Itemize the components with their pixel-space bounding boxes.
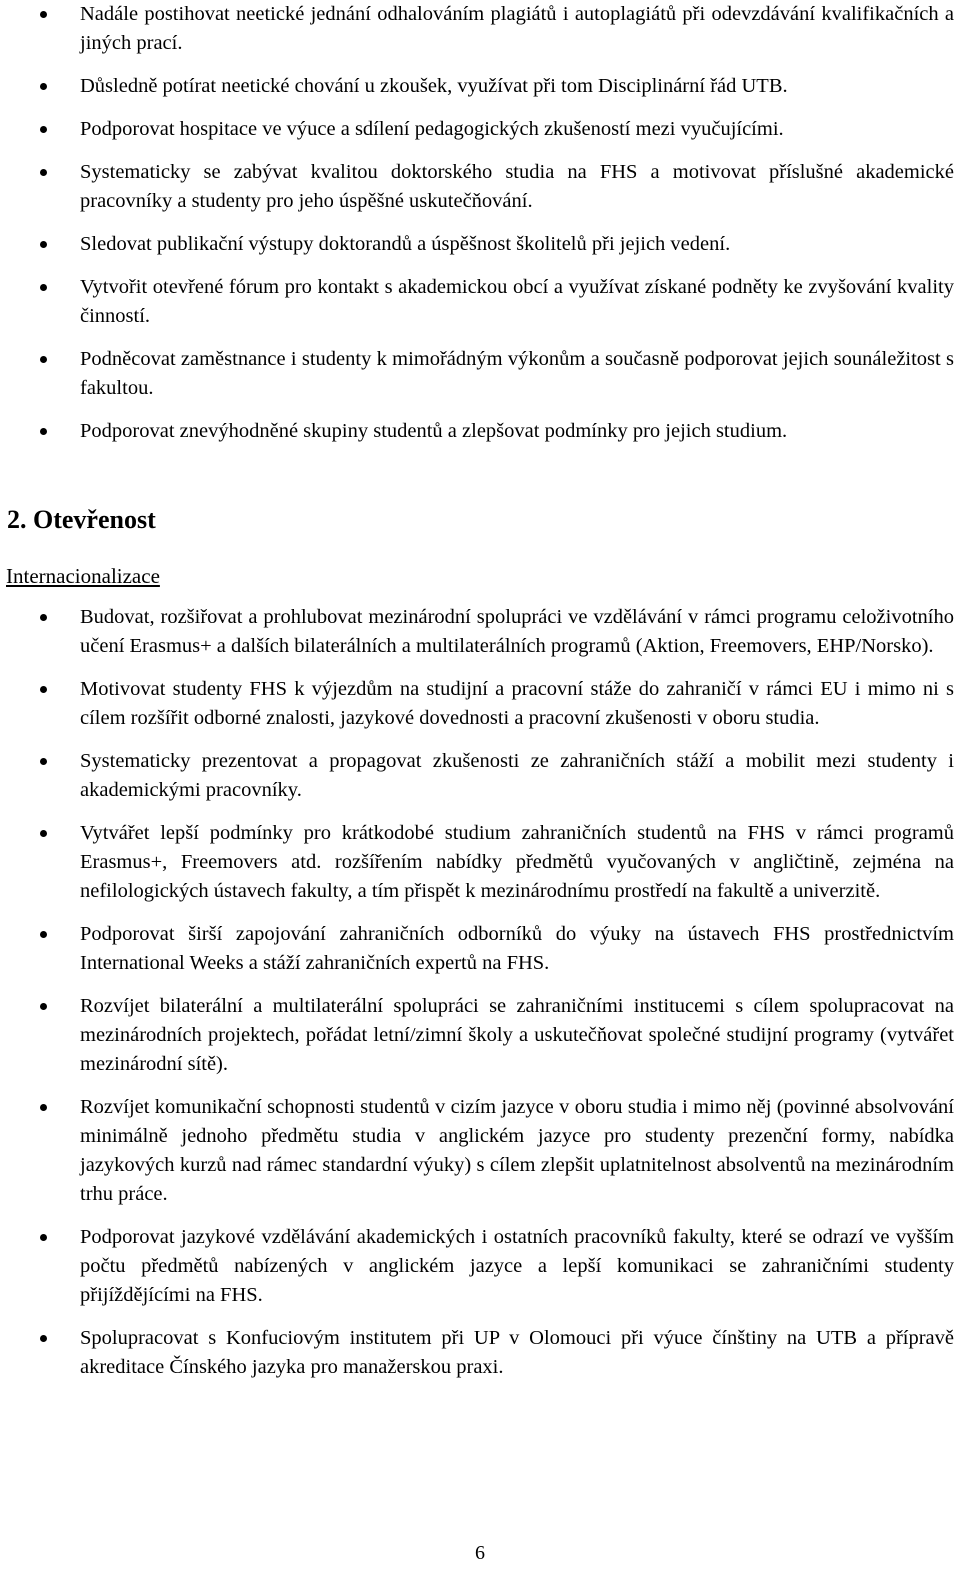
page-number: 6: [475, 1542, 485, 1564]
list-item: Podporovat širší zapojování zahraničních odborníků do výuky na ústavech FHS prostřednictvím International Weeks a stáží zahraničních expertů na FHS.: [0, 920, 960, 978]
list-item: Vytvořit otevřené fórum pro kontakt s akademickou obcí a využívat získané podněty ke zvyšování kvality činností.: [0, 273, 960, 331]
list-item: Vytvářet lepší podmínky pro krátkodobé studium zahraničních studentů na FHS v rámci programů Erasmus+, Freemovers atd. rozšířením nabídky předmětů vyučovaných v angličtině, zejména na nefilologických ústavech fakulty, a tím přispět k mezinárodnímu prostředí na fakultě a univerzitě.: [0, 819, 960, 906]
list-item: Rozvíjet bilaterální a multilaterální spolupráci se zahraničními institucemi s cílem spolupracovat na mezinárodních projektech, pořádat letní/zimní školy a uskutečňovat společné studijní programy (vytvářet mezinárodní sítě).: [0, 992, 960, 1079]
list-item: Podněcovat zaměstnance i studenty k mimořádným výkonům a současně podporovat jejich sounáležitost s fakultou.: [0, 345, 960, 403]
list-item: Budovat, rozšiřovat a prohlubovat mezinárodní spolupráci ve vzdělávání v rámci programu celoživotního učení Erasmus+ a dalších bilaterálních a multilaterálních programů (Aktion, Freemovers, EHP/Norsko).: [0, 603, 960, 661]
list-item: Podporovat hospitace ve výuce a sdílení pedagogických zkušeností mezi vyučujícími.: [0, 115, 960, 144]
internationalization-list: [0, 603, 960, 1396]
subsection-heading: Internacionalizace: [6, 564, 160, 588]
list-item: Rozvíjet komunikační schopnosti studentů v cizím jazyce v oboru studia i mimo něj (povinné absolvování minimálně jednoho předmětu studia v anglickém jazyce pro studenty prezenční formy, nabídka jazykových kurzů nad rámec standardní výuky) s cílem zlepšit uplatnitelnost absolventů na mezinárodním trhu práce.: [0, 1093, 960, 1209]
list-item: Nadále postihovat neetické jednání odhalováním plagiátů i autoplagiátů při odevzdávání kvalifikačních a jiných prací.: [0, 0, 960, 58]
list-item: Systematicky prezentovat a propagovat zkušenosti ze zahraničních stáží a mobilit mezi studenty i akademickými pracovníky.: [0, 747, 960, 805]
list-item: Podporovat jazykové vzdělávání akademických i ostatních pracovníků fakulty, které se odrazí ve vyšším počtu předmětů nabízených v anglickém jazyce a lepší komunikaci se zahraničními studenty přijíždějícími na FHS.: [0, 1223, 960, 1310]
section-heading: 2. Otevřenost: [7, 505, 156, 534]
list-item: Sledovat publikační výstupy doktorandů a úspěšnost školitelů při jejich vedení.: [0, 230, 960, 259]
list-item: Důsledně potírat neetické chování u zkoušek, využívat při tom Disciplinární řád UTB.: [0, 72, 960, 101]
list-item: Podporovat znevýhodněné skupiny studentů a zlepšovat podmínky pro jejich studium.: [0, 417, 960, 446]
goals-list: [0, 0, 960, 460]
list-item: Motivovat studenty FHS k výjezdům na studijní a pracovní stáže do zahraničí v rámci EU i mimo ni s cílem rozšířit odborné znalosti, jazykové dovednosti a pracovní zkušenosti v oboru studia.: [0, 675, 960, 733]
list-item: Spolupracovat s Konfuciovým institutem při UP v Olomouci při výuce čínštiny na UTB a přípravě akreditace Čínského jazyka pro manažerskou praxi.: [0, 1324, 960, 1382]
list-item: Systematicky se zabývat kvalitou doktorského studia na FHS a motivovat příslušné akademické pracovníky a studenty pro jeho úspěšné uskutečňování.: [0, 158, 960, 216]
